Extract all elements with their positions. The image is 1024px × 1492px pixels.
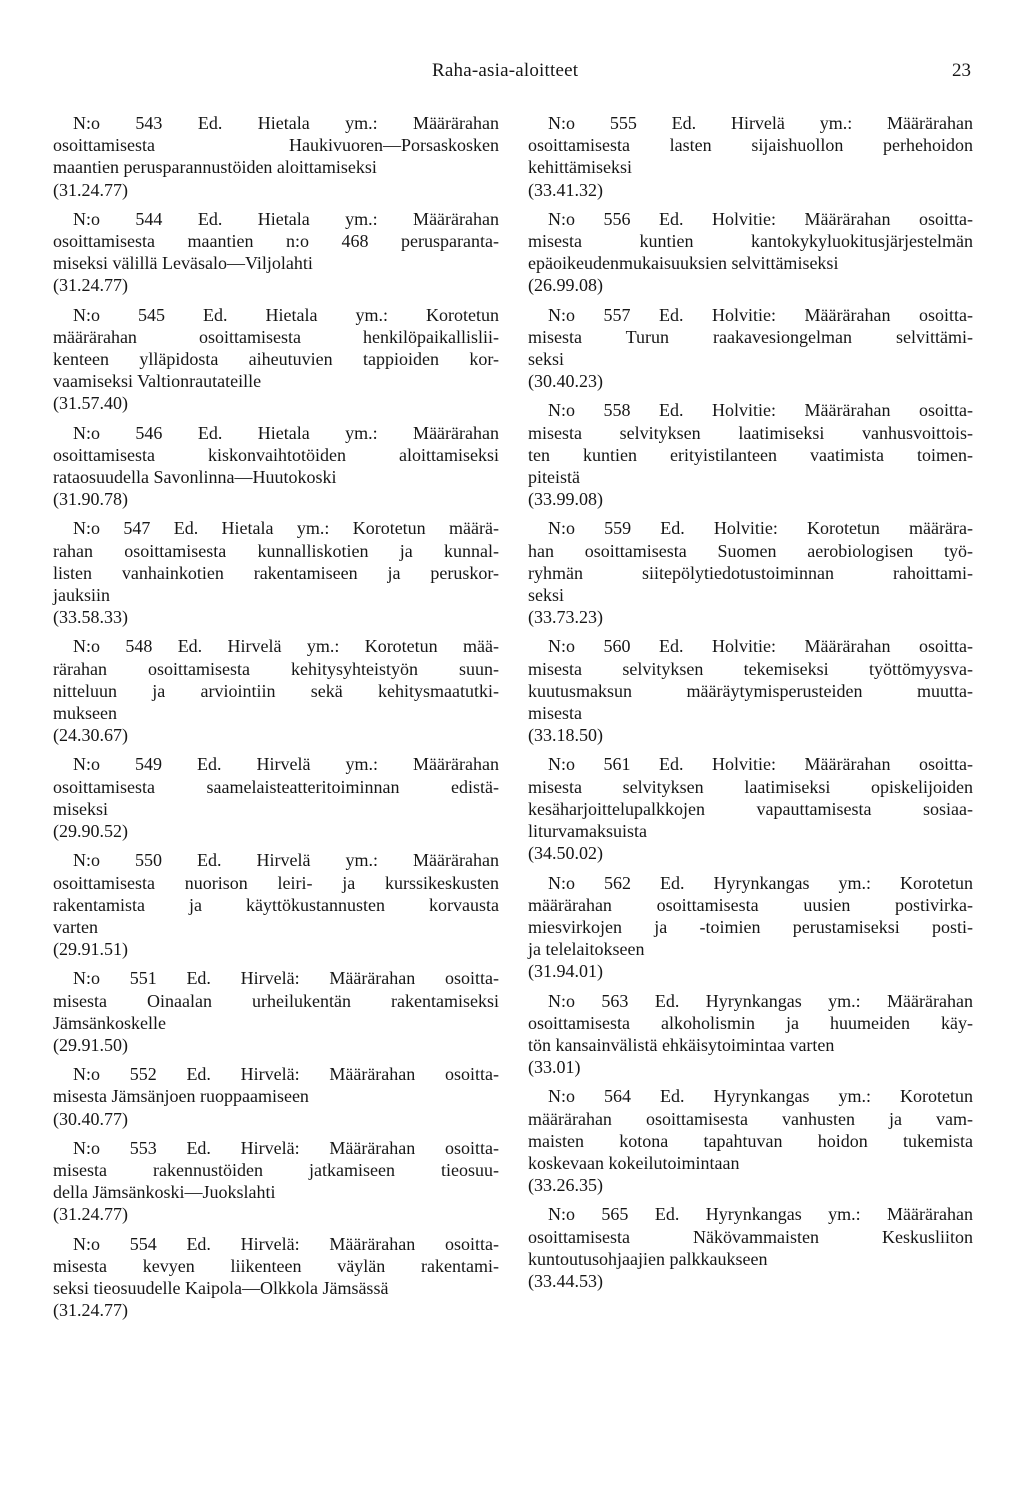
motion-text-line: epäoikeudenmukaisuuksien selvittämiseksi: [528, 253, 839, 274]
motion-entry: [528, 990, 973, 1079]
motion-text-line: piteistä: [528, 467, 580, 488]
budget-item-code: (31.24.77): [53, 179, 128, 200]
budget-item-code: (31.24.77): [53, 275, 128, 296]
motion-text-line: mukseen: [53, 703, 117, 724]
motion-text-line: rataosuudella Savonlinna—Huutokoski: [53, 467, 337, 488]
motion-entry: [53, 112, 499, 201]
motion-heading-line: N:o 547 Ed. Hietala ym.: Korotetun määrä-: [73, 518, 499, 539]
motion-heading-line: N:o 544 Ed. Hietala ym.: Määrärahan: [73, 208, 499, 229]
motion-text-line: tön kansainvälistä ehkäisytoimintaa varten: [528, 1034, 835, 1055]
budget-item-code: (31.57.40): [53, 393, 128, 414]
budget-item-code: (29.91.50): [53, 1034, 128, 1055]
motion-text-line: listen vanhainkotien rakentamiseen ja peruskor-: [53, 562, 499, 583]
motion-text-line: rärahan osoittamisesta kehitysyhteistyön suun-: [53, 658, 499, 679]
motion-text-line: miseksi välillä Leväsalo—Viljolahti: [53, 253, 313, 274]
motion-text-line: koskevaan kokeilutoimintaan: [528, 1152, 740, 1173]
motion-text-line: nitteluun ja arviointiin sekä kehitysmaatutki-: [53, 680, 499, 701]
motion-heading-line: N:o 550 Ed. Hirvelä ym.: Määrärahan: [73, 850, 499, 871]
page-header: [0, 60, 1024, 86]
motion-heading-line: N:o 562 Ed. Hyrynkangas ym.: Korotetun: [548, 872, 973, 893]
motion-entry: [53, 967, 499, 1056]
motion-entry: [53, 1137, 499, 1226]
motion-text-line: maantien perusparannustöiden aloittamiseksi: [53, 157, 377, 178]
motion-heading-line: N:o 554 Ed. Hirvelä: Määrärahan osoitta-: [73, 1233, 499, 1254]
budget-item-code: (33.41.32): [528, 179, 603, 200]
motion-text-line: Jämsänkoskelle: [53, 1012, 166, 1033]
motion-heading-line: N:o 563 Ed. Hyrynkangas ym.: Määrärahan: [548, 990, 973, 1011]
motion-text-line: misesta selvityksen laatimiseksi vanhusvoittois-: [528, 422, 973, 443]
motion-entry: [53, 304, 499, 415]
right-column: [528, 112, 973, 1299]
motion-heading-line: N:o 549 Ed. Hirvelä ym.: Määrärahan: [73, 754, 499, 775]
motion-text-line: misesta rakennustöiden jatkamiseen tieosuu-: [53, 1159, 499, 1180]
budget-item-code: (34.50.02): [528, 843, 603, 864]
budget-item-code: (33.01): [528, 1057, 581, 1078]
motion-heading-line: N:o 543 Ed. Hietala ym.: Määrärahan: [73, 113, 499, 133]
page-number: 23: [952, 60, 971, 81]
motion-text-line: osoittamisesta Näkövammaisten Keskusliiton: [528, 1226, 973, 1247]
motion-entry: [528, 1203, 973, 1292]
motion-text-line: vaamiseksi Valtionrautateille: [53, 371, 262, 392]
motion-text-line: miseksi: [53, 798, 109, 819]
motion-text-line: han osoittamisesta Suomen aerobiologisen työ-: [528, 540, 973, 561]
budget-item-code: (29.91.51): [53, 939, 128, 960]
motion-text-line: liturvamaksuista: [528, 821, 647, 842]
budget-item-code: (29.90.52): [53, 821, 128, 842]
budget-item-code: (31.94.01): [528, 961, 603, 982]
motion-heading-line: N:o 546 Ed. Hietala ym.: Määrärahan: [73, 422, 499, 443]
motion-text-line: della Jämsänkoski—Juokslahti: [53, 1182, 276, 1203]
motion-text-line: kesäharjoittelupalkkojen vapauttamisesta sosiaa-: [528, 798, 973, 819]
budget-item-code: (33.73.23): [528, 607, 603, 628]
motion-text-line: osoittamisesta kiskonvaihtotöiden aloittamiseksi: [53, 444, 499, 465]
motion-text-line: maisten kotona tapahtuvan hoidon tukemista: [528, 1130, 973, 1151]
motion-heading-line: N:o 555 Ed. Hirvelä ym.: Määrärahan: [548, 113, 973, 133]
motion-text-line: seksi: [528, 349, 564, 370]
budget-item-code: (24.30.67): [53, 725, 128, 746]
motion-entry: [528, 1085, 973, 1196]
budget-item-code: (30.40.23): [528, 371, 603, 392]
motion-text-line: kehittämiseksi: [528, 157, 632, 178]
motion-heading-line: N:o 560 Ed. Holvitie: Määrärahan osoitta-: [548, 636, 973, 657]
motion-heading-line: N:o 548 Ed. Hirvelä ym.: Korotetun mää-: [73, 636, 499, 657]
motion-entry: [53, 849, 499, 960]
motion-heading-line: N:o 564 Ed. Hyrynkangas ym.: Korotetun: [548, 1086, 973, 1107]
motion-entry: [53, 1233, 499, 1322]
motion-text-line: ja telelaitokseen: [528, 939, 645, 960]
motion-entry: [528, 635, 973, 746]
motion-entry: [528, 208, 973, 297]
budget-item-code: (31.24.77): [53, 1300, 128, 1321]
motion-text-line: jauksiin: [53, 585, 110, 606]
motion-text-line: kenteen ylläpidosta aiheutuvien tappioiden kor-: [53, 349, 499, 370]
running-title: Raha-asia-aloitteet: [432, 60, 579, 81]
motion-text-line: varten: [53, 916, 98, 937]
budget-item-code: (33.99.08): [528, 489, 603, 510]
motion-text-line: misesta: [528, 703, 582, 724]
budget-item-code: (30.40.77): [53, 1108, 128, 1129]
motion-heading-line: N:o 556 Ed. Holvitie: Määrärahan osoitta-: [548, 208, 973, 229]
budget-item-code: (31.24.77): [53, 1204, 128, 1225]
motion-text-line: misesta kuntien kantokykyluokitusjärjestelmän: [528, 231, 973, 252]
motion-entry: [53, 422, 499, 511]
motion-text-line: osoittamisesta maantien n:o 468 perusparanta-: [53, 231, 499, 252]
motion-entry: [53, 517, 499, 628]
left-column: [53, 112, 499, 1328]
motion-heading-line: N:o 557 Ed. Holvitie: Määrärahan osoitta-: [548, 304, 973, 325]
motion-text-line: osoittamisesta nuorison leiri- ja kurssikeskusten: [53, 872, 499, 893]
budget-item-code: (33.18.50): [528, 725, 603, 746]
motion-entry: [528, 399, 973, 510]
motion-text-line: misesta kevyen liikenteen väylän rakentami-: [53, 1255, 499, 1276]
motion-text-line: misesta Oinaalan urheilukentän rakentamiseksi: [53, 990, 499, 1011]
budget-item-code: (31.90.78): [53, 489, 128, 510]
motion-heading-line: N:o 561 Ed. Holvitie: Määrärahan osoitta-: [548, 754, 973, 775]
motion-text-line: määrärahan osoittamisesta vanhusten ja vam-: [528, 1108, 973, 1129]
motion-text-line: määrärahan osoittamisesta henkilöpaikallislii-: [53, 326, 499, 347]
motion-text-line: rakentamista ja käyttökustannusten korvausta: [53, 894, 499, 915]
motion-entry: [53, 1063, 499, 1130]
motion-heading-line: N:o 553 Ed. Hirvelä: Määrärahan osoitta-: [73, 1137, 499, 1158]
motion-text-line: seksi: [528, 585, 564, 606]
motion-heading-line: N:o 551 Ed. Hirvelä: Määrärahan osoitta-: [73, 968, 499, 989]
motion-text-line: määrärahan osoittamisesta uusien postivirka-: [528, 894, 973, 915]
budget-item-code: (33.44.53): [528, 1270, 603, 1291]
motion-text-line: ten kuntien erityistilanteen vaatimista toimen-: [528, 444, 973, 465]
budget-item-code: (33.26.35): [528, 1175, 603, 1196]
motion-text-line: miesvirkojen ja -toimien perustamiseksi posti-: [528, 916, 973, 937]
motion-text-line: kuutusmaksun määräytymisperusteiden muutta-: [528, 680, 973, 701]
motion-entry: [528, 872, 973, 983]
motion-text-line: osoittamisesta lasten sijaishuollon perhehoidon: [528, 135, 973, 156]
motion-text-line: ryhmän siitepölytiedotustoiminnan rahoittami-: [528, 562, 973, 583]
motion-entry: [53, 635, 499, 746]
motion-entry: [528, 753, 973, 864]
motion-text-line: rahan osoittamisesta kunnalliskotien ja kunnal-: [53, 540, 499, 561]
motion-text-line: misesta selvityksen laatimiseksi opiskelijoiden: [528, 776, 973, 797]
motion-text-line: misesta Jämsänjoen ruoppaamiseen: [53, 1086, 309, 1107]
motion-text-line: osoittamisesta saamelaisteatteritoiminnan edistä-: [53, 776, 499, 797]
motion-text-line: seksi tieosuudelle Kaipola—Olkkola Jämsässä: [53, 1277, 389, 1298]
motion-heading-line: N:o 559 Ed. Holvitie: Korotetun määrära-: [548, 518, 973, 539]
motion-heading-line: N:o 565 Ed. Hyrynkangas ym.: Määrärahan: [548, 1204, 973, 1225]
motion-text-line: misesta selvityksen tekemiseksi työttömyysva-: [528, 658, 973, 679]
motion-text-line: misesta Turun raakavesiongelman selvittämi-: [528, 326, 973, 347]
motion-entry: [528, 304, 973, 393]
motion-heading-line: N:o 545 Ed. Hietala ym.: Korotetun: [73, 304, 499, 325]
motion-text-line: osoittamisesta Haukivuoren—Porsaskosken: [53, 135, 499, 156]
motion-entry: [53, 208, 499, 297]
budget-item-code: (33.58.33): [53, 607, 128, 628]
motion-heading-line: N:o 552 Ed. Hirvelä: Määrärahan osoitta-: [73, 1064, 499, 1085]
motion-entry: [53, 753, 499, 842]
budget-item-code: (26.99.08): [528, 275, 603, 296]
motion-entry: [528, 112, 973, 201]
motion-text-line: osoittamisesta alkoholismin ja huumeiden käy-: [528, 1012, 973, 1033]
motion-entry: [528, 517, 973, 628]
motion-heading-line: N:o 558 Ed. Holvitie: Määrärahan osoitta-: [548, 400, 973, 421]
motion-text-line: kuntoutusohjaajien palkkaukseen: [528, 1248, 768, 1269]
